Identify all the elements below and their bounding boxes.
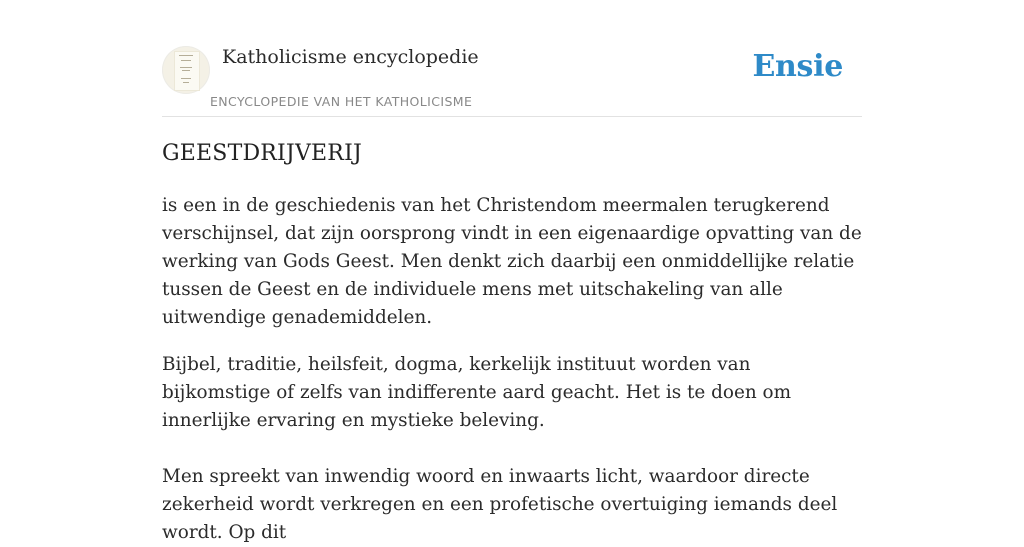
cover-page-icon: [174, 51, 200, 91]
article-paragraph: Men spreekt van inwendig woord en inwaarts licht, waardoor directe zekerheid wordt verkregen en een profetische overtuiging iemands deel wordt. Op dit: [162, 466, 838, 543]
encyclopedia-header: [162, 40, 862, 117]
article-paragraph: is een in de geschiedenis van het Christendom meermalen terugkerend verschijnsel, dat zijn oorsprong vindt in een eigenaardige opvatting van de werking van Gods Geest. Men denkt zich daarbij een onmiddellijke relatie tussen de Geest en de individuele mens met uitschakeling van alle uitwendige genademiddelen.: [162, 195, 862, 328]
ensie-logo-link[interactable]: Ensie: [752, 49, 843, 84]
encyclopedia-subtitle: ENCYCLOPEDIE VAN HET KATHOLICISME: [210, 94, 473, 109]
article-title: GEESTDRIJVERIJ: [162, 141, 362, 166]
article-paragraph: Bijbel, traditie, heilsfeit, dogma, kerkelijk instituut worden van bijkomstige of zelfs van indifferente aard geacht. Het is te doen om innerlijke ervaring en mystieke beleving.: [162, 354, 792, 431]
encyclopedia-title-link[interactable]: Katholicisme encyclopedie: [222, 46, 479, 68]
encyclopedia-cover-thumbnail[interactable]: [162, 46, 210, 94]
